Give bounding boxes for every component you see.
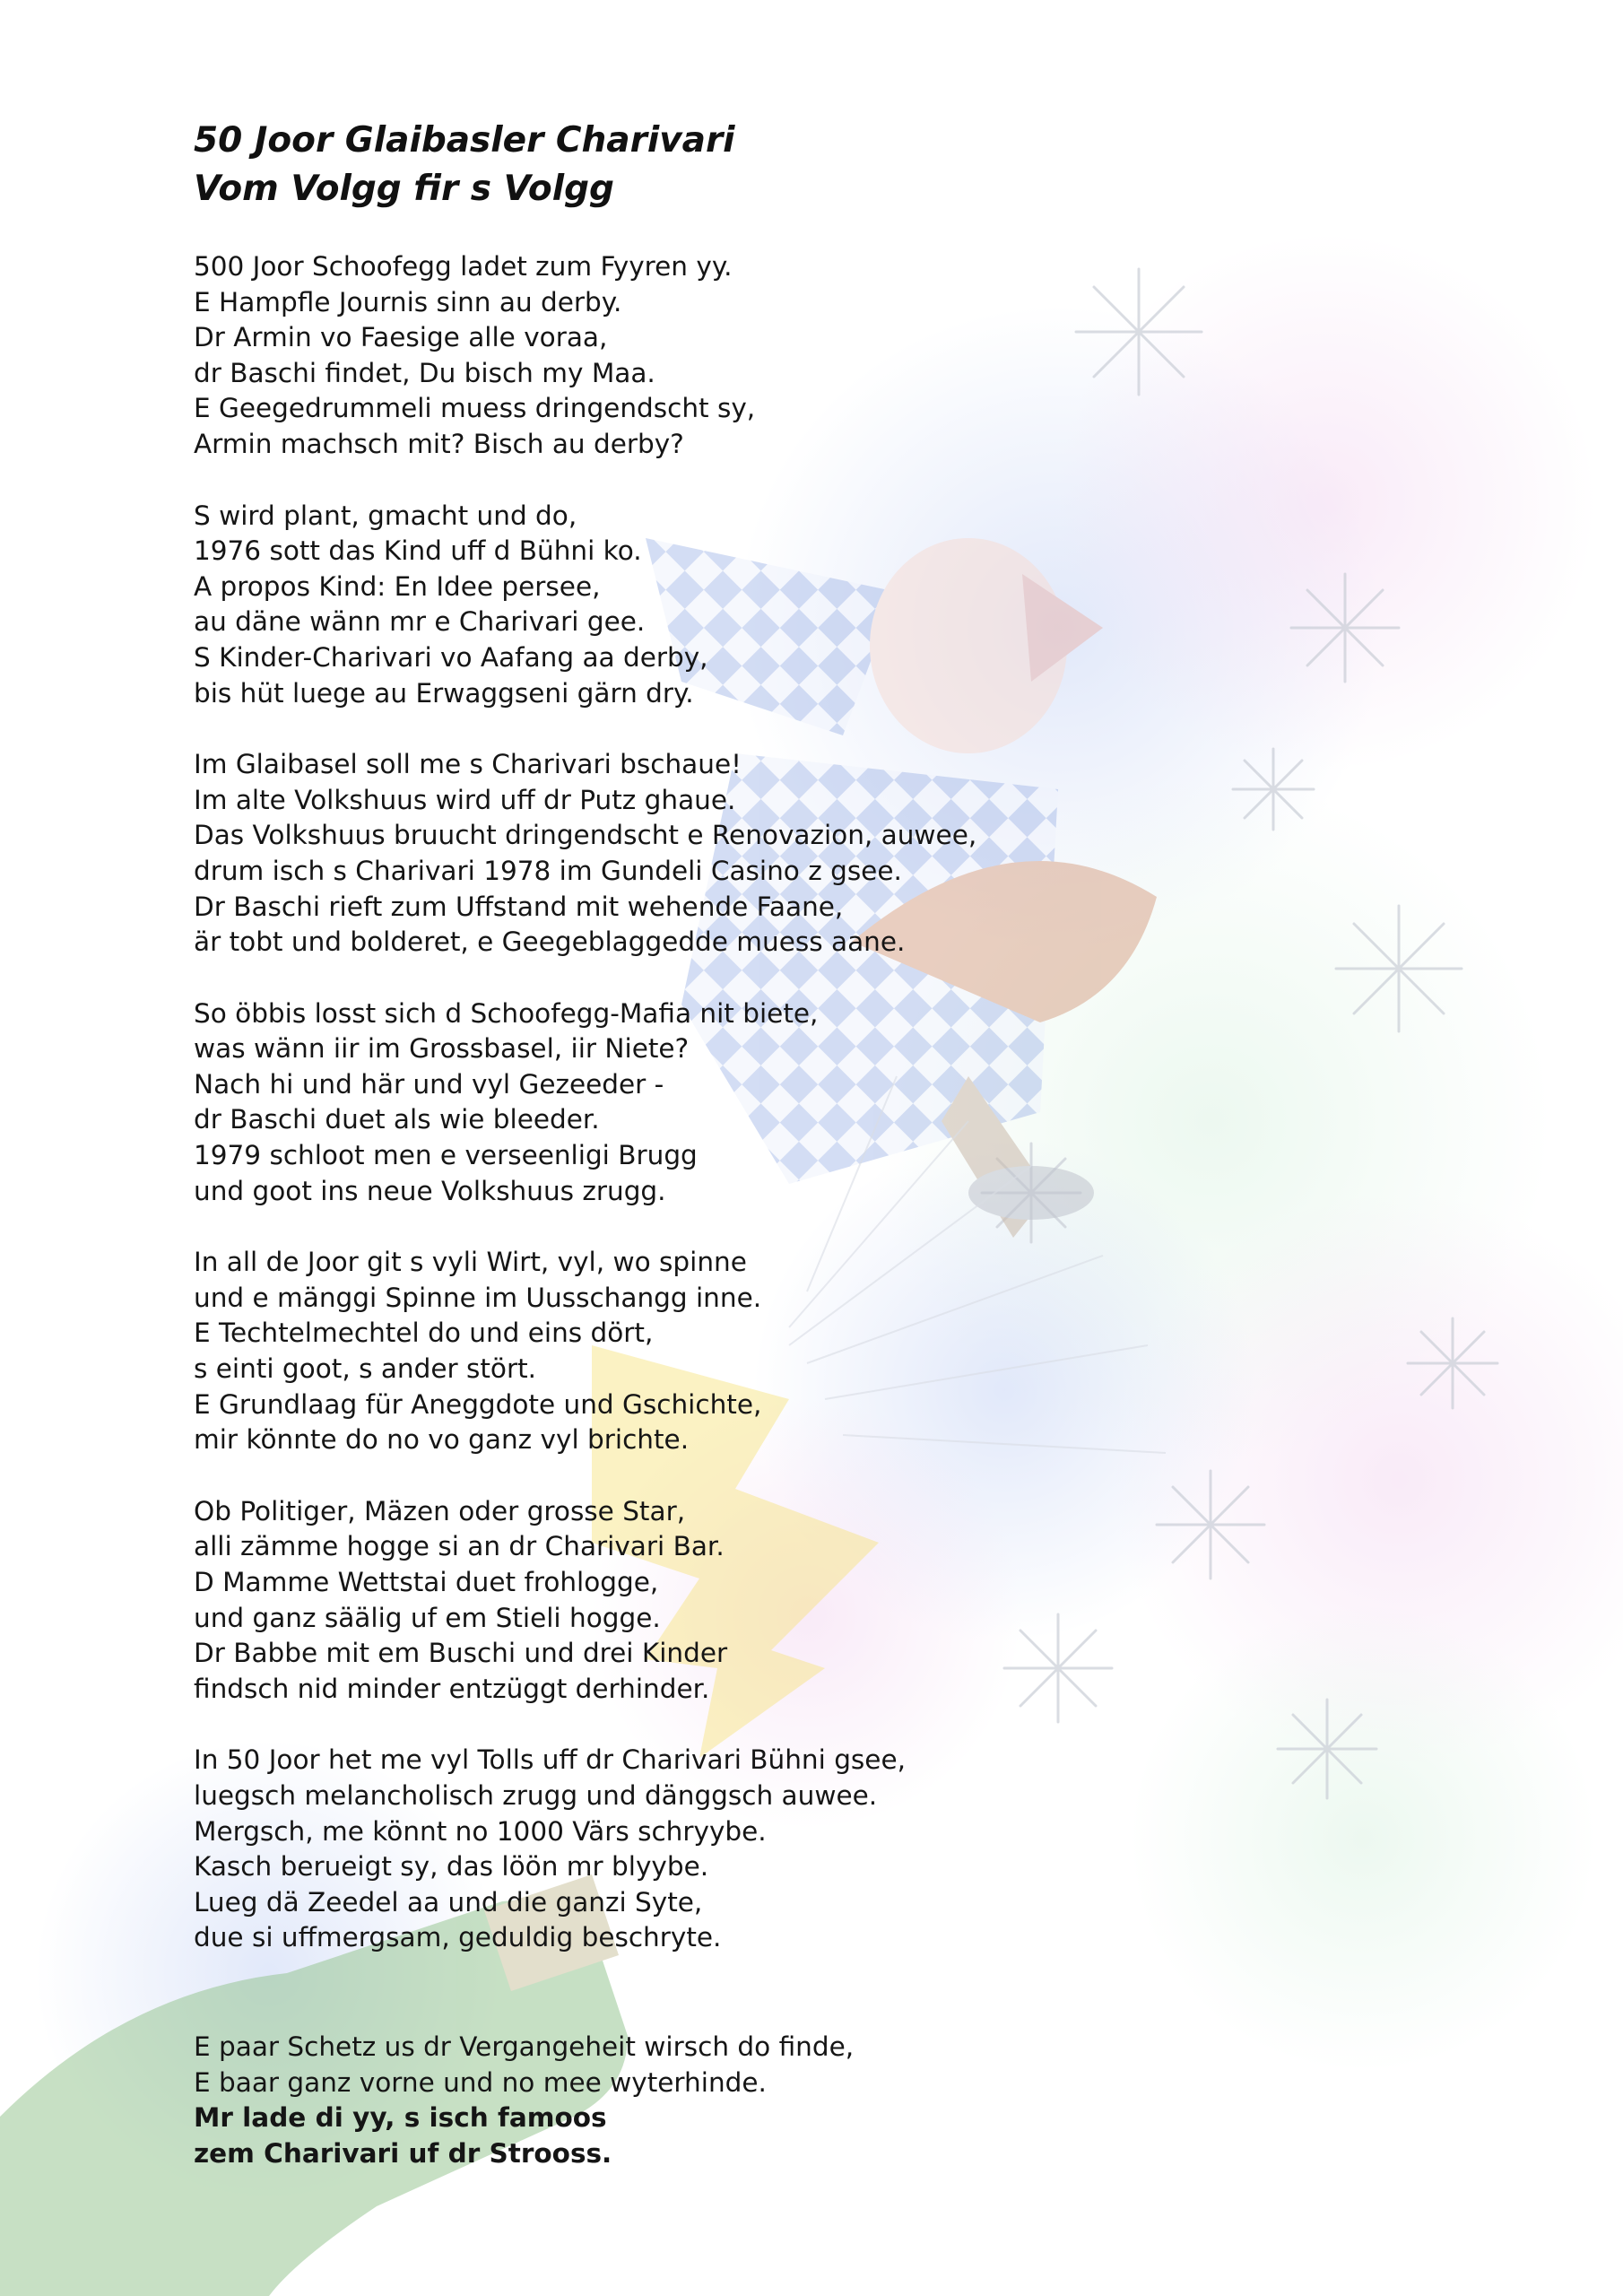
verse-line: Dr Armin vo Faesige alle voraa, <box>194 322 608 353</box>
poem-title <box>194 117 1449 213</box>
verse-line: Nach hi und här und vyl Gezeeder - <box>194 1068 664 1100</box>
verse-line: mir könnte do no vo ganz vyl brichte. <box>194 1424 690 1456</box>
verse-line: findsch nid minder entzüggt derhinder. <box>194 1673 710 1704</box>
title-line-1: 50 Joor Glaibasler Charivari <box>194 120 735 161</box>
verse-line: s einti goot, s ander stört. <box>194 1353 537 1385</box>
verse-line: So öbbis losst sich d Schoofegg-Mafia nit biete, <box>194 997 819 1029</box>
verse-line: Das Volkshuus bruucht dringendscht e Renovazion, auwee, <box>194 820 977 851</box>
stanza-4 <box>194 996 1449 1210</box>
verse-line: Mergsch, me könnt no 1000 Värs schryybe. <box>194 1815 767 1847</box>
verse-line: luegsch melancholisch zrugg und dänggsch auwee. <box>194 1779 878 1811</box>
verse-line: 1976 sott das Kind uff d Bühni ko. <box>194 535 642 567</box>
verse-line: 500 Joor Schoofegg ladet zum Fyyren yy. <box>194 251 733 282</box>
verse-line: In 50 Joor het me vyl Tolls uff dr Charivari Bühni gsee, <box>194 1744 906 1776</box>
stanza-3 <box>194 747 1449 961</box>
verse-line: S Kinder-Charivari vo Aafang aa derby, <box>194 641 708 673</box>
verse-line: 1979 schloot men e verseenligi Brugg <box>194 1140 698 1171</box>
verse-line: dr Baschi duet als wie bleeder. <box>194 1104 600 1135</box>
verse-line: alli zämme hogge si an dr Charivari Bar. <box>194 1531 725 1562</box>
verse-line: dr Baschi findet, Du bisch my Maa. <box>194 357 655 388</box>
verse-line: bis hüt luege au Erwaggseni gärn dry. <box>194 677 694 709</box>
stanza-2 <box>194 499 1449 712</box>
verse-line: Lueg dä Zeedel aa und die ganzi Syte, <box>194 1886 703 1918</box>
stanza-5 <box>194 1245 1449 1458</box>
verse-line: D Mamme Wettstai duet frohlogge, <box>194 1567 659 1597</box>
verse-line: Dr Baschi rieft zum Uffstand mit wehende Faane, <box>194 891 844 922</box>
verse-line: E Grundlaag für Aneggdote und Gschichte, <box>194 1388 762 1420</box>
verse-line: E paar Schetz us dr Vergangeheit wirsch do finde, <box>194 2031 855 2062</box>
verse-line: är tobt und bolderet, e Geegeblaggedde muess aane. <box>194 926 906 958</box>
verse-line: Im Glaibasel soll me s Charivari bschaue! <box>194 749 742 780</box>
verse-line: Kasch berueigt sy, das löön mr blyybe. <box>194 1851 709 1883</box>
verse-line: Ob Politiger, Mäzen oder grosse Star, <box>194 1495 686 1526</box>
verse-line: Armin machsch mit? Bisch au derby? <box>194 428 684 459</box>
verse-line: und goot ins neue Volkshuus zrugg. <box>194 1175 666 1206</box>
stanza-1 <box>194 249 1449 463</box>
verse-line: Im alte Volkshuus wird uff dr Putz ghaue. <box>194 784 736 815</box>
verse-line: S wird plant, gmacht und do, <box>194 500 577 531</box>
stanza-7 <box>194 1743 1449 1956</box>
verse-line: und ganz säälig uf em Stieli hogge. <box>194 1602 661 1633</box>
title-line-2: Vom Volgg fir s Volgg <box>194 169 614 209</box>
verse-line: au däne wänn mr e Charivari gee. <box>194 606 646 638</box>
verse-line: drum isch s Charivari 1978 im Gundeli Casino z gsee. <box>194 855 902 886</box>
verse-line: und e mänggi Spinne im Uusschangg inne. <box>194 1282 762 1313</box>
invitation-line: zem Charivari uf dr Strooss. <box>194 2137 612 2169</box>
verse-line: was wänn iir im Grossbasel, iir Niete? <box>194 1033 690 1065</box>
poem-document <box>194 117 1449 2207</box>
stanza-closing <box>194 2030 1449 2171</box>
stanza-6 <box>194 1494 1449 1708</box>
verse-line: In all de Joor git s vyli Wirt, vyl, wo spinne <box>194 1247 747 1278</box>
verse-line: Dr Babbe mit em Buschi und drei Kinder <box>194 1638 728 1669</box>
verse-line: E Hampfle Journis sinn au derby. <box>194 286 622 317</box>
verse-line: A propos Kind: En Idee persee, <box>194 570 601 602</box>
verse-line: E baar ganz vorne und no mee wyterhinde. <box>194 2066 767 2098</box>
poem-stanzas <box>194 249 1449 2171</box>
verse-line: E Geegedrummeli muess dringendscht sy, <box>194 393 756 424</box>
verse-line: E Techtelmechtel do und eins dört, <box>194 1318 654 1349</box>
verse-line: due si uffmergsam, geduldig beschryte. <box>194 1922 722 1953</box>
invitation-line: Mr lade di yy, s isch famoos <box>194 2102 607 2134</box>
